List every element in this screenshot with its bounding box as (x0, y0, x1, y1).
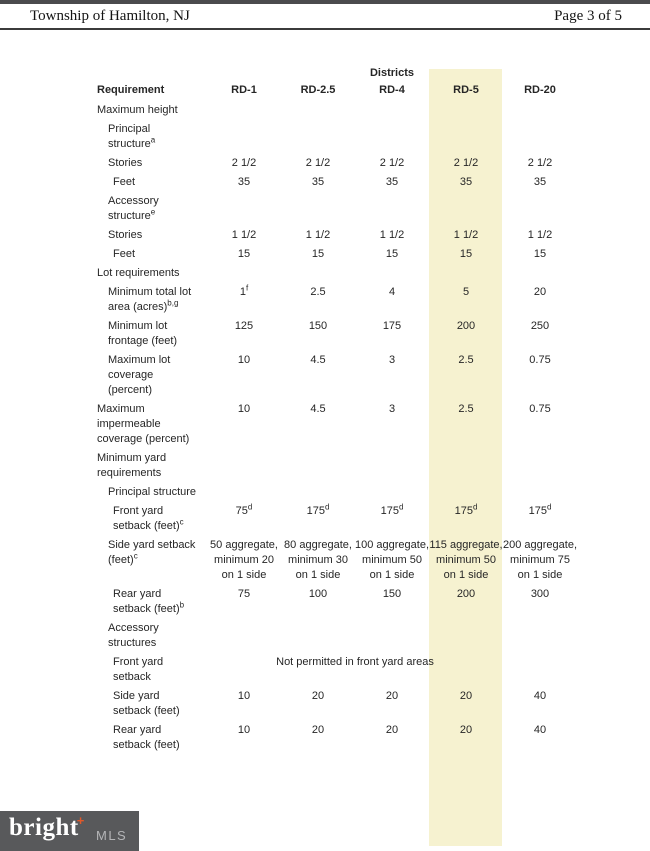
cell-value: 175 (454, 505, 473, 517)
footnote-marker: f (245, 283, 249, 293)
cell-rd1: 10 (237, 690, 251, 702)
cell-rd5: 20 (459, 724, 473, 736)
table-row (97, 194, 579, 224)
brightmls-logo (9, 814, 85, 842)
cell-value: 75 (235, 505, 248, 517)
column-header-rd5: RD-5 (453, 84, 479, 96)
table-row (97, 319, 579, 349)
column-header-rd2-5: RD-2.5 (300, 84, 336, 96)
cell-rd5: 15 (459, 248, 473, 260)
table-header-row (97, 83, 579, 98)
cell-rd1 (207, 122, 281, 152)
cell-rd1: 75 (237, 588, 251, 600)
row-label-text: Accessory structures (108, 622, 159, 649)
cell-rd5 (429, 504, 503, 534)
footnote-marker: e (150, 207, 156, 217)
cell-rd2-5: 20 (311, 690, 325, 702)
cell-rd2-5 (281, 194, 355, 224)
column-header-rd4: RD-4 (379, 84, 405, 96)
header-divider (0, 28, 650, 30)
table-row (97, 266, 579, 281)
cell-rd4: 3 (388, 403, 396, 415)
cell-rd4: 4 (388, 286, 396, 298)
cell-rd2-5: 80 aggregate, minimum 30 on 1 side (284, 539, 352, 581)
row-label (97, 504, 207, 534)
cell-rd20: 40 (533, 690, 547, 702)
cell-rd5 (429, 451, 503, 481)
cell-rd20 (503, 451, 577, 481)
row-label (97, 122, 207, 152)
districts-header: Districts (369, 67, 415, 79)
table-body (97, 103, 579, 753)
cell-rd2-5: 20 (311, 724, 325, 736)
table-row (97, 538, 579, 583)
cell-rd1: 2 1/2 (231, 157, 257, 169)
cell-rd20: 200 aggregate, minimum 75 on 1 side (503, 539, 578, 581)
row-label (97, 319, 207, 349)
footnote-marker: c (133, 551, 138, 561)
cell-rd4: 20 (385, 724, 399, 736)
row-label (97, 402, 207, 447)
footnote-marker: c (179, 517, 184, 527)
row-label-text: Feet (113, 248, 136, 260)
cell-rd5 (429, 485, 503, 500)
row-label-text: Side yard setback (feet) (108, 539, 196, 566)
cell-rd5: 5 (462, 286, 470, 298)
cell-rd5 (429, 266, 503, 281)
cell-rd1 (207, 103, 281, 118)
cell-rd5: 20 (459, 690, 473, 702)
cell-rd5 (429, 122, 503, 152)
cell-rd4: 1 1/2 (379, 229, 405, 241)
table-row (97, 451, 579, 481)
table-row (97, 228, 579, 243)
row-label-text: Side yard setback (feet) (113, 690, 180, 717)
row-label (97, 156, 207, 171)
row-label (97, 247, 207, 262)
row-label (97, 353, 207, 398)
cell-rd4: 150 (382, 588, 402, 600)
cell-rd4 (355, 451, 429, 481)
cell-rd4: 2 1/2 (379, 157, 405, 169)
cell-rd2-5: 2 1/2 (305, 157, 331, 169)
cell-rd2-5 (281, 485, 355, 500)
cell-value: 175 (306, 505, 325, 517)
table-row (97, 175, 579, 190)
row-label (97, 485, 207, 500)
row-label (97, 194, 207, 224)
row-label (97, 266, 207, 281)
row-label-text: Rear yard setback (feet) (113, 588, 180, 615)
table-row (97, 723, 579, 753)
table-row (97, 285, 579, 315)
table-row (97, 655, 579, 685)
cell-rd4: 20 (385, 690, 399, 702)
cell-rd4: 175 (382, 320, 402, 332)
cell-rd2-5 (281, 266, 355, 281)
cell-rd2-5 (281, 103, 355, 118)
row-label-text: Principal structure (108, 486, 197, 498)
cell-rd5: 2.5 (458, 403, 474, 415)
cell-rd1 (207, 194, 281, 224)
table-row (97, 353, 579, 398)
cell-rd1 (207, 485, 281, 500)
footnote-marker: a (150, 135, 156, 145)
cell-rd4: 35 (385, 176, 399, 188)
row-label-text: Minimum yard requirements (97, 452, 167, 479)
row-label-text: Stories (108, 157, 143, 169)
cell-value: 175 (528, 505, 547, 517)
cell-rd5 (429, 194, 503, 224)
table-row (97, 689, 579, 719)
cell-rd2-5: 100 (308, 588, 328, 600)
table-row (97, 156, 579, 171)
requirements-table (97, 66, 579, 757)
cell-rd20: 40 (533, 724, 547, 736)
cell-rd5: 200 (456, 320, 476, 332)
row-label-text: Lot requirements (97, 267, 180, 279)
cell-rd20: 15 (533, 248, 547, 260)
table-row (97, 402, 579, 447)
cell-rd4: 100 aggregate, minimum 50 on 1 side (355, 539, 430, 581)
districts-header-row (97, 66, 579, 81)
column-header-rd1: RD-1 (231, 84, 257, 96)
cell-rd1 (207, 266, 281, 281)
cell-rd2-5 (281, 621, 355, 651)
footnote-marker: d (247, 502, 253, 512)
page-number: Page 3 of 5 (554, 8, 622, 24)
row-label-text: Minimum total lot area (acres) (108, 286, 192, 313)
cell-rd1 (207, 285, 281, 315)
row-label-text: Feet (113, 176, 136, 188)
table-row (97, 504, 579, 534)
row-label-text: Minimum lot frontage (feet) (108, 320, 178, 347)
row-label (97, 285, 207, 315)
cell-rd20 (503, 266, 577, 281)
cell-rd20 (503, 103, 577, 118)
cell-rd20 (503, 485, 577, 500)
cell-rd20: 35 (533, 176, 547, 188)
row-label-text: Principal structure (108, 123, 151, 150)
cell-rd4 (355, 103, 429, 118)
row-label-text: Front yard setback (113, 656, 164, 683)
row-label (97, 451, 207, 481)
document-header (0, 4, 650, 28)
cell-rd4 (355, 122, 429, 152)
cell-rd2-5: 4.5 (310, 403, 326, 415)
table-row (97, 485, 579, 500)
row-label (97, 538, 207, 583)
cell-rd1 (207, 621, 281, 651)
row-label (97, 587, 207, 617)
cell-rd20: 0.75 (529, 354, 551, 366)
table-row (97, 621, 579, 651)
footnote-marker: d (324, 502, 330, 512)
cell-rd5: 1 1/2 (453, 229, 479, 241)
cell-rd5: 115 aggregate, minimum 50 on 1 side (429, 539, 503, 581)
footnote-marker: d (398, 502, 404, 512)
cell-rd5 (429, 103, 503, 118)
cell-rd2-5 (281, 504, 355, 534)
row-label (97, 655, 207, 685)
cell-rd20: 250 (530, 320, 550, 332)
footnote-marker: b,g (167, 298, 179, 308)
cell-rd2-5: 2.5 (310, 286, 326, 298)
row-label (97, 175, 207, 190)
cell-rd2-5: 15 (311, 248, 325, 260)
cell-rd20: 300 (530, 588, 550, 600)
cell-rd4 (355, 194, 429, 224)
cell-rd4: 3 (388, 354, 396, 366)
row-label (97, 689, 207, 719)
brightmls-watermark (0, 811, 139, 851)
cell-rd20: 2 1/2 (527, 157, 553, 169)
cell-rd20 (503, 194, 577, 224)
cell-rd1: 50 aggregate, minimum 20 on 1 side (210, 539, 278, 581)
cell-rd2-5: 150 (308, 320, 328, 332)
footnote-marker: d (472, 502, 478, 512)
column-header-rd20: RD-20 (524, 84, 556, 96)
cell-rd1: 1 1/2 (231, 229, 257, 241)
table-row (97, 247, 579, 262)
cell-value: 175 (380, 505, 399, 517)
cell-rd20: 20 (533, 286, 547, 298)
row-label (97, 621, 207, 651)
cell-rd2-5: 4.5 (310, 354, 326, 366)
spanning-value-cell: Not permitted in front yard areas (276, 656, 434, 668)
row-label (97, 103, 207, 118)
cell-rd4: 15 (385, 248, 399, 260)
document-title: Township of Hamilton, NJ (30, 8, 190, 24)
row-label (97, 228, 207, 243)
cell-rd2-5 (281, 122, 355, 152)
cell-rd1: 15 (237, 248, 251, 260)
cell-rd2-5: 1 1/2 (305, 229, 331, 241)
row-label-text: Maximum lot coverage (percent) (108, 354, 171, 396)
cell-rd20 (503, 504, 577, 534)
table-row (97, 587, 579, 617)
cell-rd5: 35 (459, 176, 473, 188)
row-label-text: Rear yard setback (feet) (113, 724, 180, 751)
cell-rd20 (503, 621, 577, 651)
cell-rd4 (355, 485, 429, 500)
cell-rd2-5: 35 (311, 176, 325, 188)
row-label-text: Stories (108, 229, 143, 241)
row-label-text: Maximum height (97, 104, 178, 116)
cell-rd5 (429, 621, 503, 651)
cell-rd1: 10 (237, 724, 251, 736)
row-label (97, 723, 207, 753)
cell-rd5: 200 (456, 588, 476, 600)
row-label-text: Accessory structure (108, 195, 159, 222)
cell-rd4 (355, 266, 429, 281)
table-row (97, 103, 579, 118)
column-header-requirement: Requirement (97, 84, 165, 96)
cell-rd2-5 (281, 451, 355, 481)
footnote-marker: d (546, 502, 552, 512)
row-label-text: Maximum impermeable coverage (percent) (97, 403, 190, 445)
cell-rd1: 10 (237, 403, 251, 415)
cell-rd1: 10 (237, 354, 251, 366)
plus-icon: + (76, 813, 85, 828)
cell-rd1 (207, 504, 281, 534)
cell-rd4 (355, 621, 429, 651)
cell-value: 1 (239, 286, 246, 298)
table-row (97, 122, 579, 152)
brightmls-logo-text: bright (9, 814, 79, 841)
cell-rd20 (503, 122, 577, 152)
cell-rd1: 35 (237, 176, 251, 188)
cell-rd1 (207, 451, 281, 481)
cell-rd1: 125 (234, 320, 254, 332)
cell-rd5: 2 1/2 (453, 157, 479, 169)
cell-rd20: 1 1/2 (527, 229, 553, 241)
cell-rd4 (355, 504, 429, 534)
cell-rd20: 0.75 (529, 403, 551, 415)
footnote-marker: b (179, 600, 185, 610)
cell-rd5: 2.5 (458, 354, 474, 366)
brightmls-logo-suffix: MLS (96, 828, 128, 843)
row-label-text: Front yard setback (feet) (113, 505, 180, 532)
